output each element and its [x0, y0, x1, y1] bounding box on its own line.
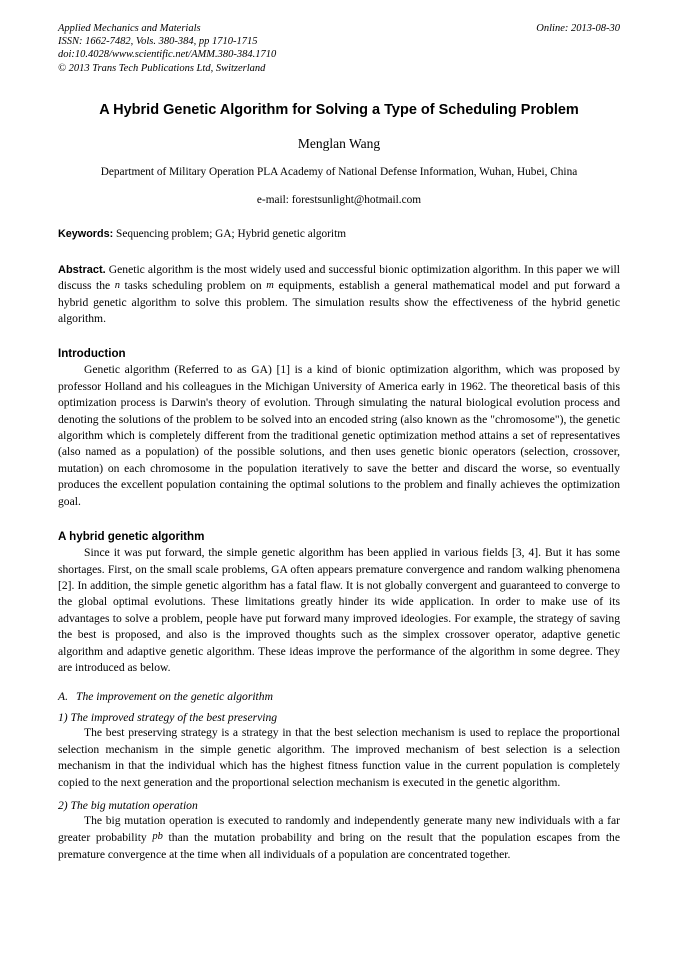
doi-line: doi:10.4028/www.scientific.net/AMM.380-384.1710	[58, 49, 277, 61]
abstract-text-3: equipments, establish a general mathematical model and put forward a hybrid genetic algorithm to solve this problem. The simulation results show the effectiveness of the hybrid genetic algorithm.	[58, 279, 620, 326]
online-date: Online: 2013-08-30	[536, 23, 620, 34]
header-left-block	[58, 22, 451, 75]
section-paragraph-introduction: Genetic algorithm (Referred to as GA) [1] is a kind of bionic optimization algorithm, which was proposed by professor Holland and his colleagues in the Michigan University of America early in 1962. The theoretical basis of this optimization process is Darwin's theory of evolution. Through simulating the natural biological evolution process and denoting the solutions of the problem to be solved into an encoded string (also known as the "chromosome"), the genetic algorithm which is completely different from the traditional genetic optimization method attains a set of representatives (also named as a population) of the possible solutions, and then uses genetic bionic operators (selection, crossover, mutation) on each chromosome in the population iteratively to save the better and discard the worse, so eventually produces the excellent population containing the optimal solutions to the problem and finally achieves the optimization goal.	[58, 363, 620, 508]
symbol-pb: pb	[152, 831, 163, 843]
keywords-label: Keywords:	[58, 227, 114, 240]
abstract-text-1: Genetic algorithm is the most widely used and successful bionic optimization algorithm. In this paper we will discuss the	[58, 262, 620, 293]
subsection-a-label: A.	[58, 690, 68, 704]
section-heading-hybrid-ga: A hybrid genetic algorithm	[58, 530, 205, 544]
symbol-n: n	[114, 280, 120, 292]
journal-name: Applied Mechanics and Materials	[58, 23, 201, 34]
issn-line: ISSN: 1662-7482, Vols. 380-384, pp 1710-1715	[58, 36, 258, 48]
abstract-block	[58, 262, 620, 328]
item2-heading: 2) The big mutation operation	[58, 798, 198, 812]
section-paragraph-hybrid-ga: Since it was put forward, the simple genetic algorithm has been applied in various fields [3, 4]. But it has some shortages. First, on the small scale problems, GA often appears premature convergence and random walking phenomena [2]. In addition, the simple genetic algorithm has a fatal flaw. It is not globally convergent and guaranteed to converge to the global optimal evolutions. These limitations greatly hinder its wide application. In order to make use of its advantages to solve a problem, people have put forward many improved ideologies. For example, the strategy of saving the best is proposed, and also is the improved thoughts such as the simplex crossover operator, adaptive genetic algorithm and adaptive genetic algorithm. These ideas improve the performance of the algorithm in some degree. They are introduced as below.	[58, 546, 620, 674]
author-affiliation: Department of Military Operation PLA Academy of National Defense Information, Wuhan, Hubei, China	[100, 165, 578, 178]
item2-text-1: The big mutation operation is executed to randomly and independently generate many new individuals with a far greater probability	[58, 813, 620, 845]
item2-paragraph	[58, 813, 620, 863]
subsection-a-heading	[58, 690, 620, 703]
abstract-text-2: tasks scheduling problem on	[119, 279, 267, 293]
abstract-label: Abstract.	[58, 263, 106, 276]
item1-heading: 1) The improved strategy of the best preserving	[58, 711, 278, 725]
keywords-block	[58, 228, 620, 240]
section-heading-introduction: Introduction	[58, 347, 126, 361]
item2-text-2: than the mutation probability and bring on the result that the population escapes from the premature convergence at the time when all individuals of a population are concentrated together.	[58, 831, 620, 861]
symbol-m: m	[266, 280, 274, 292]
author-name: Menglan Wang	[297, 135, 381, 151]
item1-paragraph: The best preserving strategy is a strategy in that the best selection mechanism is used to replace the proportional selection mechanism in the simple genetic algorithm. The improved mechanism of best selection is a selection mechanism in that the individual which has the highest fitness function value in the current population is completely copied to the next generation and the proportional selection mechanism is executed in the genetic algorithm.	[58, 726, 620, 789]
copyright-line: © 2013 Trans Tech Publications Ltd, Switzerland	[58, 62, 266, 74]
subsection-a-title: The improvement on the genetic algorithm	[76, 690, 273, 704]
keywords-list: Sequencing problem; GA; Hybrid genetic algoritm	[116, 227, 346, 240]
page-title: A Hybrid Genetic Algorithm for Solving a Type of Scheduling Problem	[99, 101, 579, 118]
page-header	[58, 22, 620, 75]
author-email: e-mail: forestsunlight@hotmail.com	[256, 193, 422, 206]
